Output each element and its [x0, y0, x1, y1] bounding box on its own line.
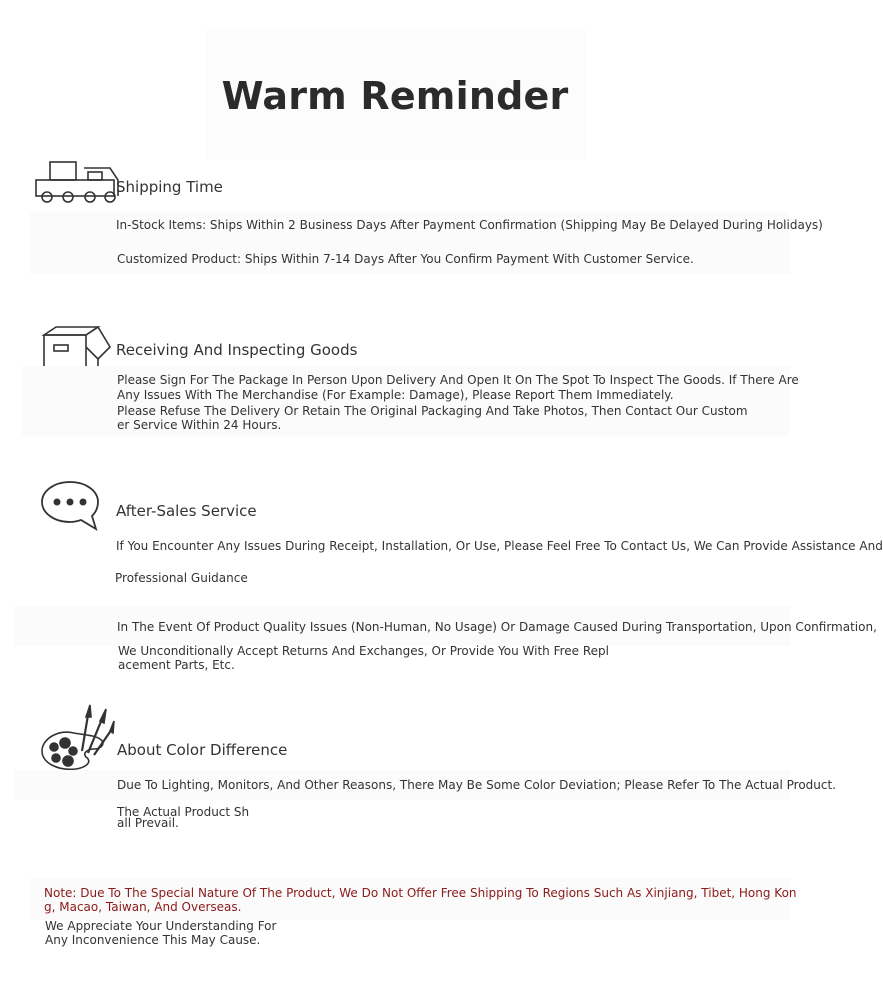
receiving-text-2: Any Issues With The Merchandise (For Example: Damage), Please Report Them Immediately.: [117, 388, 674, 402]
closing-text-1: We Appreciate Your Understanding For: [45, 919, 277, 933]
after-sales-text-2: Professional Guidance: [115, 571, 248, 585]
chat-bubble-icon: [40, 479, 102, 533]
note-text-1: Note: Due To The Special Nature Of The Product, We Do Not Offer Free Shipping To Regions Such As Xinjiang, Tibet, Hong Kon: [44, 886, 797, 900]
after-sales-text-4: We Unconditionally Accept Returns And Exchanges, Or Provide You With Free Repl: [118, 644, 609, 658]
receiving-heading: Receiving And Inspecting Goods: [116, 341, 358, 359]
receiving-text-3: Please Refuse The Delivery Or Retain The Original Packaging And Take Photos, Then Contact Our Custom: [117, 404, 748, 418]
shipping-heading: Shipping Time: [116, 178, 223, 196]
color-text-3: all Prevail.: [117, 816, 179, 830]
page-title: Warm Reminder: [221, 74, 569, 118]
color-text-2: The Actual Product Sh: [117, 805, 250, 819]
after-sales-text-3: In The Event Of Product Quality Issues (Non-Human, No Usage) Or Damage Caused During Transportation, Upon Confirmation,: [117, 620, 877, 634]
closing-text-2: Any Inconvenience This May Cause.: [45, 933, 261, 947]
truck-icon: [34, 160, 122, 206]
note-text-2: g, Macao, Taiwan, And Overseas.: [44, 900, 242, 914]
color-heading: About Color Difference: [117, 741, 288, 759]
shipping-text-1: In-Stock Items: Ships Within 2 Business Days After Payment Confirmation (Shipping May Be Delayed During Holidays): [116, 218, 823, 232]
shipping-text-2: Customized Product: Ships Within 7-14 Days After You Confirm Payment With Customer Service.: [117, 252, 694, 266]
after-sales-heading: After-Sales Service: [116, 502, 257, 520]
paint-palette-icon: [40, 703, 116, 773]
after-sales-text-5: acement Parts, Etc.: [118, 658, 235, 672]
receiving-text-1: Please Sign For The Package In Person Upon Delivery And Open It On The Spot To Inspect The Goods. If There Are: [117, 373, 799, 387]
receiving-text-4: er Service Within 24 Hours.: [117, 418, 282, 432]
after-sales-text-1: If You Encounter Any Issues During Receipt, Installation, Or Use, Please Feel Free To Contact Us, We Can Provide Assistance And: [116, 539, 883, 553]
color-text-1: Due To Lighting, Monitors, And Other Reasons, There May Be Some Color Deviation; Please Refer To The Actual Product.: [117, 778, 837, 792]
